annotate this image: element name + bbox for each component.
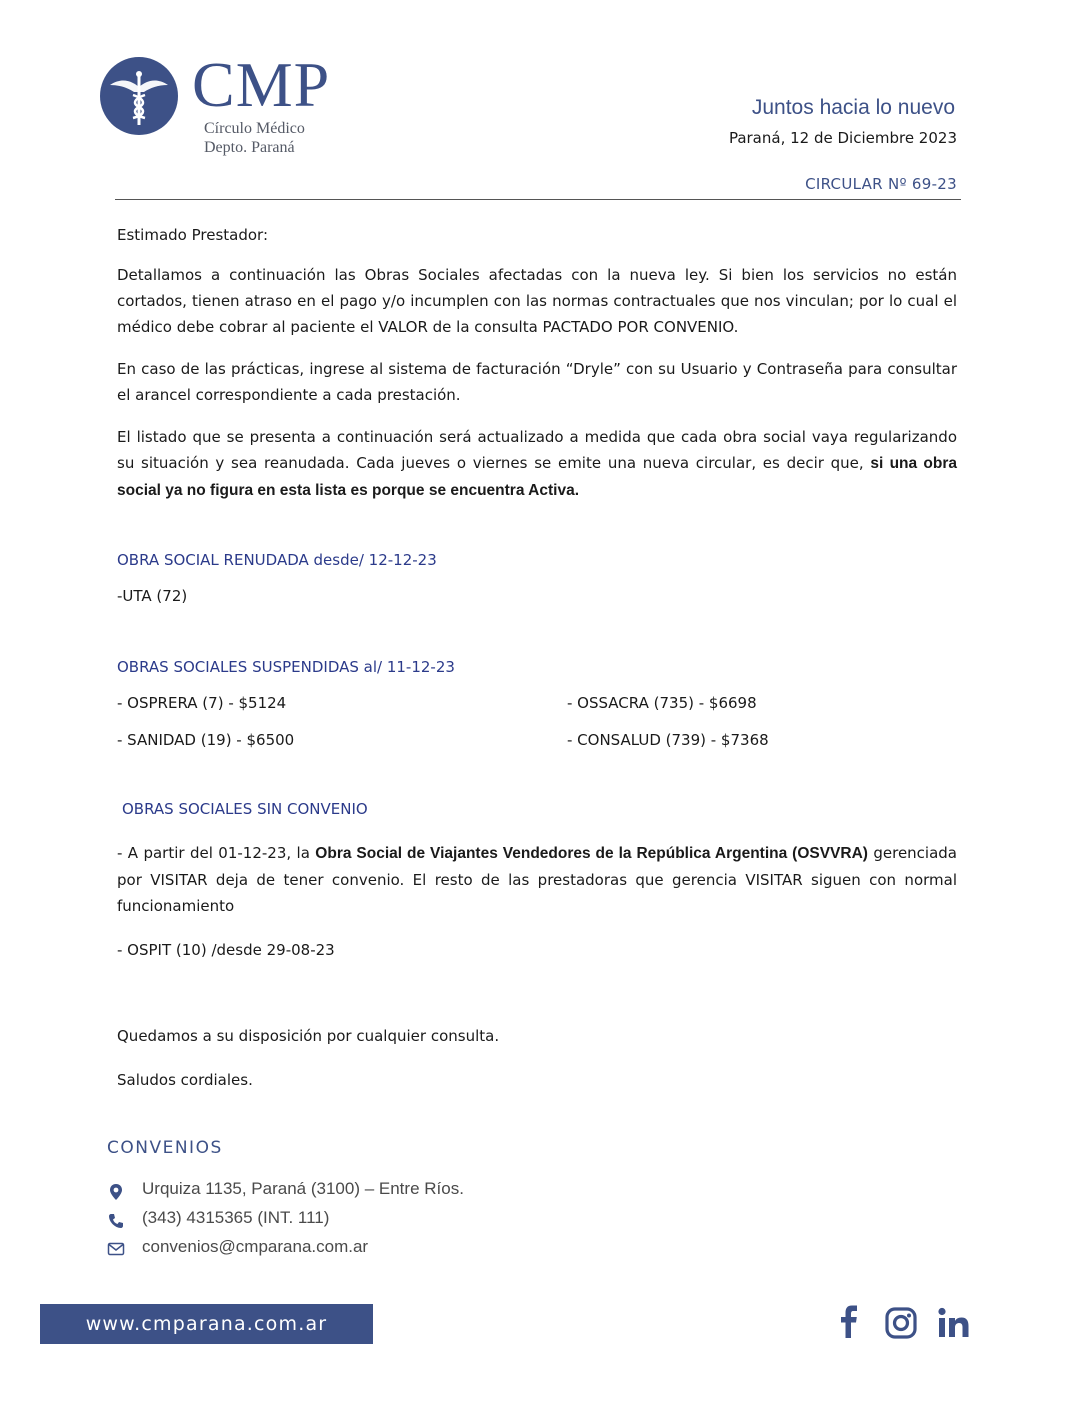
suspended-item: - OSSACRA (735) - $6698 <box>567 694 757 712</box>
no-agreement-item-1-start: - A partir del 01-12-23, la <box>117 844 316 862</box>
sign-off: Saludos cordiales. <box>117 1071 253 1089</box>
address-text: Urquiza 1135, Paraná (3100) – Entre Ríos. <box>142 1179 464 1198</box>
logo-emblem <box>100 57 178 135</box>
mail-icon <box>107 1240 125 1258</box>
instagram-icon[interactable] <box>884 1305 918 1341</box>
phone-text: (343) 4315365 (INT. 111) <box>142 1208 330 1227</box>
suspended-item: - SANIDAD (19) - $6500 <box>117 731 295 749</box>
suspended-item: - CONSALUD (739) - $7368 <box>567 731 769 749</box>
greeting: Estimado Prestador: <box>117 226 269 244</box>
renewed-item: -UTA (72) <box>117 587 188 605</box>
paragraph-1: Detallamos a continuación las Obras Sociales afectadas con la nueva ley. Si bien los servicios no están cortados, tienen atraso en el pago y/o incumplen con las normas contractuales que nos vinculan; por lo cual el médico debe cobrar al paciente el VALOR de la consulta PACTADO POR CONVENIO. <box>117 266 957 336</box>
website-link[interactable]: www.cmparana.com.ar <box>85 1313 328 1335</box>
logo-line-1: Círculo Médico <box>204 120 305 137</box>
suspended-item: - OSPRERA (7) - $5124 <box>117 694 287 712</box>
facebook-icon[interactable] <box>838 1305 862 1341</box>
paragraph-3-bold: si una obra social ya no figura en esta lista es porque se encuentra Activa. <box>117 455 957 499</box>
closing-line: Quedamos a su disposición por cualquier consulta. <box>117 1027 500 1045</box>
paragraph-3 <box>117 424 957 504</box>
convenios-title: CONVENIOS <box>107 1138 223 1158</box>
caduceus-icon <box>100 57 178 135</box>
no-agreement-item-1-bold: Obra Social de Viajantes Vendedores de la República Argentina (OSVVRA) <box>315 845 868 862</box>
suspended-heading: OBRAS SOCIALES SUSPENDIDAS al/ 11-12-23 <box>117 658 455 676</box>
circular-number: CIRCULAR Nº 69-23 <box>805 175 957 193</box>
no-agreement-heading: OBRAS SOCIALES SIN CONVENIO <box>122 800 368 818</box>
logo-subtitle <box>204 119 305 157</box>
location-icon <box>107 1183 125 1201</box>
no-agreement-item-1 <box>117 840 957 919</box>
renewed-heading: OBRA SOCIAL RENUDADA desde/ 12-12-23 <box>117 551 437 569</box>
phone-icon <box>107 1212 125 1230</box>
letter-date: Paraná, 12 de Diciembre 2023 <box>728 129 957 147</box>
header-divider <box>115 199 961 200</box>
no-agreement-item-2: - OSPIT (10) /desde 29-08-23 <box>117 941 335 959</box>
tagline: Juntos hacia lo nuevo <box>751 96 955 119</box>
paragraph-3-text: El listado que se presenta a continuación será actualizado a medida que cada obra social vaya regularizando su situación y sea reanudada. Cada jueves o viernes se emite una nueva circular, es decir que, <box>117 428 957 472</box>
logo-line-2: Depto. Paraná <box>204 139 295 156</box>
no-agreement-item-1-end: gerenciada por VISITAR deja de tener convenio. El resto de las prestadoras que gerencia VISITAR siguen con normal funcionamiento <box>117 844 957 915</box>
linkedin-icon[interactable] <box>937 1305 971 1341</box>
paragraph-2: En caso de las prácticas, ingrese al sistema de facturación “Dryle” con su Usuario y Contraseña para consultar el arancel correspondiente a cada prestación. <box>117 360 957 404</box>
logo-acronym: CMP <box>192 49 331 120</box>
email-link[interactable]: convenios@cmparana.com.ar <box>142 1237 369 1256</box>
